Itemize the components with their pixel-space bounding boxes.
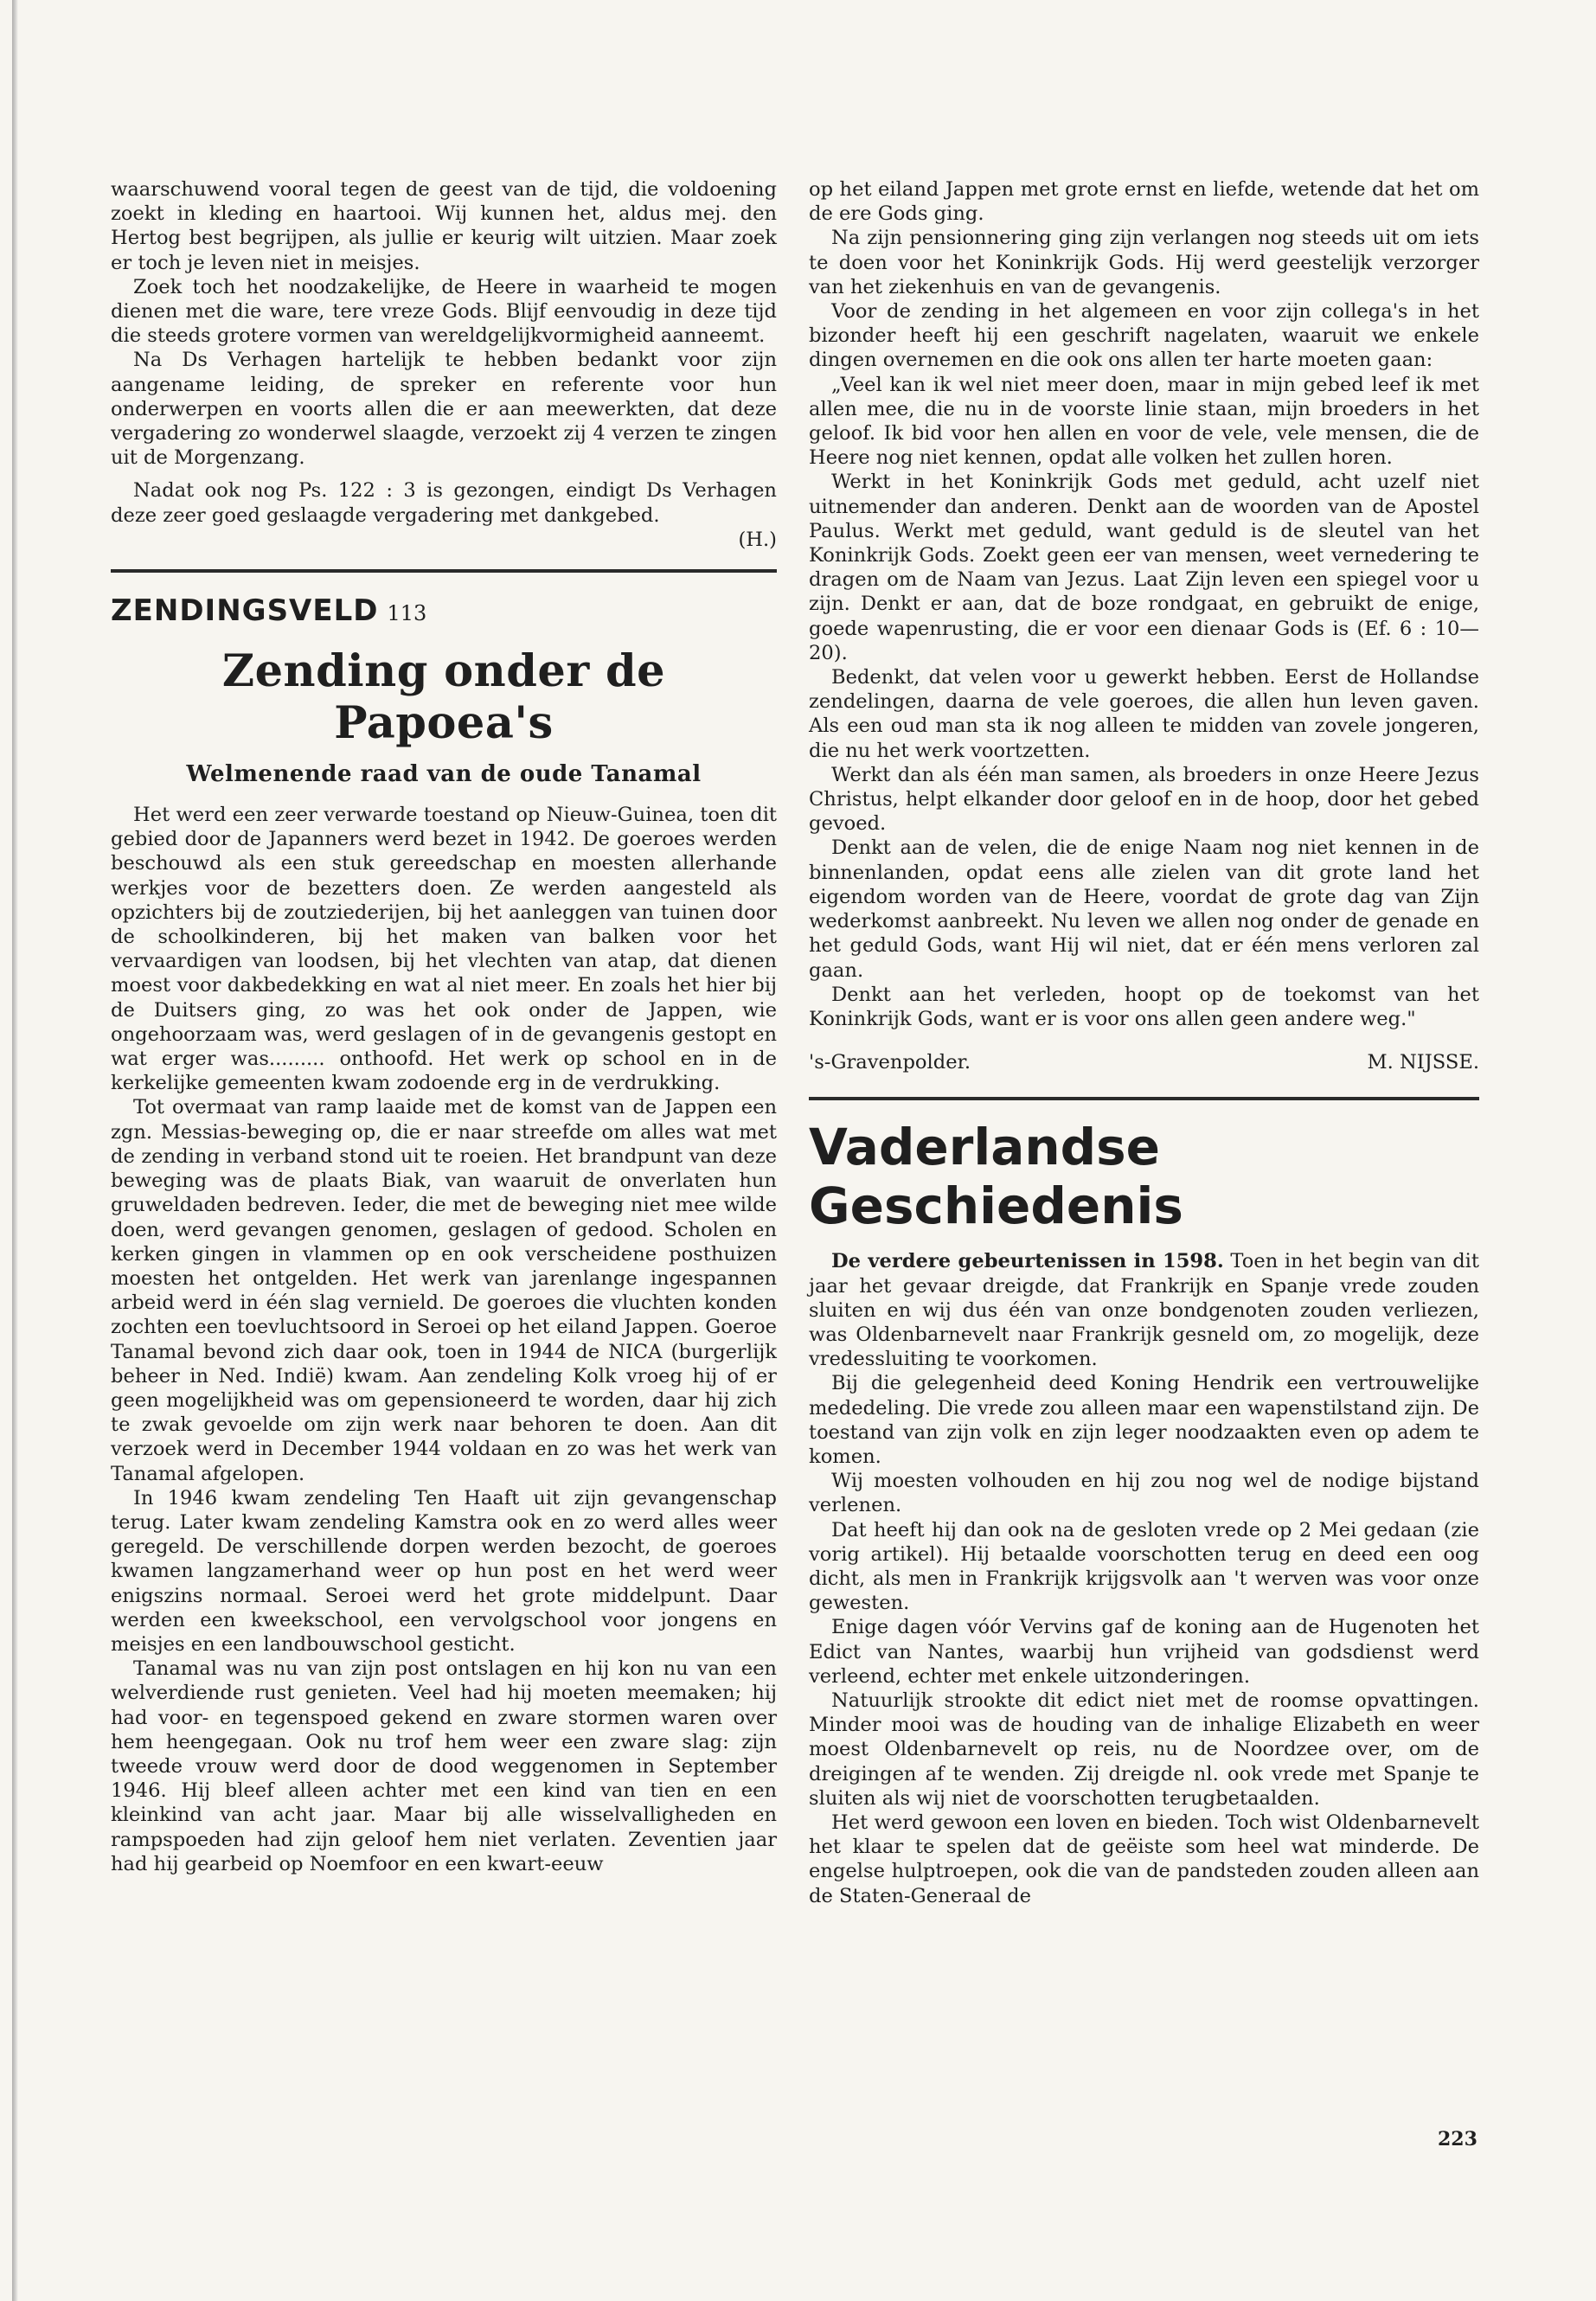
left-column xyxy=(111,177,777,1876)
article-subhead: Welmenende raad van de oude Tanamal xyxy=(186,761,702,788)
binding-edge xyxy=(12,0,18,2301)
intro-paragraph-last xyxy=(111,478,777,527)
intro-signature-line xyxy=(111,528,777,552)
section-divider xyxy=(809,1097,1479,1100)
history-paragraph: Dat heeft hij dan ook na de gesloten vrede op 2 Mei gedaan (zie vorig artikel). Hij betaalde voorschotten terug en deed een oog dicht, als men in Frankrijk krijgsvolk aan 't werven was voor onze gewesten. xyxy=(809,1518,1479,1615)
section-label xyxy=(111,593,777,628)
history-paragraph-first xyxy=(809,1249,1479,1371)
section-label-text: ZENDINGSVELD xyxy=(111,593,379,629)
history-paragraph: Wij moesten volhouden en hij zou nog wel de nodige bijstand verlenen. xyxy=(809,1470,1479,1517)
quote-paragraph: Denkt aan de velen, die de enige Naam nog niet kennen in de binnenlanden, opdat eens alle zielen van dit grote land het eigendom worden van de Heere, voordat de grote dag van Zijn wederkomst aanbreekt. Nu leven we allen nog onder de genade en het geduld Gods, want Hij wil niet, dat er één mens verloren zal gaan. xyxy=(809,836,1479,982)
quote-paragraph: Werkt dan als één man samen, als broeders in onze Heere Jezus Christus, helpt elkander door geloof en in de hoop, door het gebed gevoed. xyxy=(809,763,1479,836)
section-number: 113 xyxy=(387,601,427,626)
article-paragraph: In 1946 kwam zendeling Ten Haaft uit zijn gevangenschap terug. Later kwam zendeling Kamstra ook en zo werd alles weer geregeld. De verschillende dorpen werden bezocht, de goeroes kwamen langzamerhand weer op hun post en het werd weer enigszins normaal. Seroei werd het grote middelpunt. Daar werden een kweekschool, een vervolgschool voor jongens en meisjes en een landbouwschool gesticht. xyxy=(111,1486,777,1656)
quote-paragraph: Bedenkt, dat velen voor u gewerkt hebben. Eerst de Hollandse zendelingen, daarna de vele goeroes, die allen hun leven gaven. Als een oud man sta ik nog alleen te midden van zovele jongeren, die nu het werk voortzetten. xyxy=(809,666,1479,762)
section-divider xyxy=(111,569,777,573)
quote-paragraph: „Veel kan ik wel niet meer doen, maar in mijn gebed leef ik met allen mee, die nu in de voorste linie staan, mijn broeders in het geloof. Ik bid voor hen allen en voor de vele, vele mensen, die de Heere nog niet kennen, opdat alle volken het zullen horen. xyxy=(809,373,1479,470)
article-paragraph: Tanamal was nu van zijn post ontslagen en hij kon nu van een welverdiende rust genieten. Veel had hij moeten meemaken; hij had voor- en tegenspoed gekend en zware stormen waren over hem heengegaan. Ook nu trof hem weer een zware slag: zijn tweede vrouw werd door de dood weggenomen in September 1946. Hij bleef alleen achter met een kind van tien en een kleinkind van acht jaar. Maar bij alle wisselvalligheden en rampspoeden had zijn geloof hem niet verlaten. Zeventien jaar had hij gearbeid op Noemfoor en een kwart-eeuw xyxy=(111,1657,777,1875)
history-first-text: Toen in het begin van dit jaar het gevaar dreigde, dat Frankrijk en Spanje vrede zouden sluiten en wij dus één van onze bondgenoten zouden verliezen, was Oldenbarnevelt naar Frankrijk gesneld om, zo mogelijk, deze vredessluiting te voorkomen. xyxy=(809,1250,1479,1371)
author-place: 's-Gravenpolder. xyxy=(809,1051,971,1074)
page-number: 223 xyxy=(1438,2128,1477,2150)
intro-paragraph: Zoek toch het noodzakelijke, de Heere in waarheid te mogen dienen met die ware, tere vreze Gods. Blijf eenvoudig in deze tijd die steeds grotere vormen van wereldgelijkvormigheid aanneemt. xyxy=(111,275,777,348)
history-paragraph: Het werd gewoon een loven en bieden. Toch wist Oldenbarnevelt het klaar te spelen dat de geëiste som heel wat minderde. De engelse hulptroepen, ook die van de pandsteden zouden alleen aan de Staten-Generaal de xyxy=(809,1811,1479,1907)
quote-paragraph: Denkt aan het verleden, hoopt op de toekomst van het Koninkrijk Gods, want er is voor ons allen geen andere weg." xyxy=(809,983,1479,1030)
author-name: M. NIJSSE. xyxy=(1367,1051,1479,1074)
intro-signature: (H.) xyxy=(738,528,777,551)
history-paragraph: Enige dagen vóór Vervins gaf de koning aan de Hugenoten het Edict van Nantes, waarbij hun vrijheid van godsdienst werd verleend, echter met enkele uitzonderingen. xyxy=(809,1616,1479,1688)
article-paragraph: op het eiland Jappen met grote ernst en liefde, wetende dat het om de ere Gods ging. xyxy=(809,178,1479,226)
history-paragraph: Bij die gelegenheid deed Koning Hendrik een vertrouwelijke mededeling. Die vrede zou alleen maar een wapenstilstand zijn. De toestand van zijn volk en zijn leger noodzaakten even op adem te komen. xyxy=(809,1372,1479,1468)
history-lead: De verdere gebeurtenissen in 1598. xyxy=(831,1250,1224,1273)
article-paragraph: Tot overmaat van ramp laaide met de komst van de Jappen een zgn. Messias-beweging op, die er naar streefde om alles wat met de zending in verband stond uit te roeien. Het brandpunt van deze beweging was de plaats Biak, van waaruit de onverlaten hun gruweldaden bedreven. Ieder, die met de beweging niet mee wilde doen, werd gevangen genomen, geslagen of gedood. Scholen en kerken gingen in vlammen op en ook verscheidene posthuizen moesten het ontgelden. Het werk van jarenlange ingespannen arbeid werd in één slag vernield. De goeroes die vluchten konden zochten een toevluchtsoord in Seroei op het eiland Jappen. Goeroe Tanamal bevond zich daar ook, toen in 1944 de NICA (burgerlijk beheer in Ned. Indië) kwam. Aan zendeling Kolk vroeg hij of er geen mogelijkheid was om gepensioneerd te worden, daar hij zich te zwak gevoelde om zijn werk naar behoren te doen. Aan dit verzoek werd in December 1944 voldaan en zo was het werk van Tanamal afgelopen. xyxy=(111,1096,777,1485)
right-column xyxy=(809,177,1479,1908)
article-paragraph: Het werd een zeer verwarde toestand op Nieuw-Guinea, toen dit gebied door de Japanners werd bezet in 1942. De goeroes werden beschouwd als een stuk gereedschap en moesten allerhande werkjes voor de bezetters doen. Ze werden aangesteld als opzichters bij de zoutziederijen, bij het aanleggen van tuinen door de schoolkinderen, bij het maken van balken voor het vervaardigen van loodsen, bij het vlechten van atap, dat dienen moest voor dakbedekking en wat al niet meer. En zoals het hier bij de Duitsers ging, zo was het ook onder de Jappen, wie ongehoorzaam was, werd geslagen of in de gevangenis gestopt en wat erger was......... onthoofd. Het werk op school en in de kerkelijke gemeenten kwam zodoende erg in de verdrukking. xyxy=(111,804,777,1095)
history-paragraph: Natuurlijk strookte dit edict niet met de roomse opvattingen. Minder mooi was de houding van de inhalige Elizabeth en weer moest Oldenbarnevelt op reis, nu de Noordzee over, om de dreigingen af te wenden. Zij dreigde nl. ook vrede met Spanje te sluiten als wij niet de voorschotten terugbetaalden. xyxy=(809,1689,1479,1810)
intro-paragraph: waarschuwend vooral tegen de geest van de tijd, die voldoening zoekt in kleding en haartooi. Wij kunnen het, aldus mej. den Hertog best begrijpen, als jullie er keurig wilt uitzien. Maar zoek er toch je leven niet in meisjes. xyxy=(111,178,777,274)
history-headline: Vaderlandse Geschiedenis xyxy=(809,1118,1183,1236)
article-paragraph: Na zijn pensionnering ging zijn verlangen nog steeds uit om iets te doen voor het Koninkrijk Gods. Hij werd geestelijk verzorger van het ziekenhuis en van de gevangenis. xyxy=(809,227,1479,298)
author-signoff xyxy=(809,1050,1479,1074)
article-paragraph: Voor de zending in het algemeen en voor zijn collega's in het bizonder heeft hij een geschrift nagelaten, waaruit we enkele dingen overnemen en die ook ons allen ter harte moeten gaan: xyxy=(809,300,1479,372)
quote-paragraph: Werkt in het Koninkrijk Gods met geduld, acht uzelf niet uitnemender dan anderen. Denkt aan de woorden van de Apostel Paulus. Werkt met geduld, want geduld is de sleutel van het Koninkrijk Gods. Zoekt geen eer van mensen, weet vernedering te dragen om de Naam van Jezus. Laat Zijn leven een spiegel voor u zijn. Denkt er aan, dat de boze rondgaat, en gebruikt de enige, goede wapenrusting, die er voor een dienaar Gods is (Ef. 6 : 10—20). xyxy=(809,471,1479,664)
intro-paragraph: Na Ds Verhagen hartelijk te hebben bedankt voor zijn aangename leiding, de spreker en referente voor hun onderwerpen en voorts allen die er aan meewerkten, dat deze vergadering zo wonderwel slaagde, verzoekt zij 4 verzen te zingen uit de Morgenzang. xyxy=(111,349,777,470)
article-headline: Zending onder de Papoea's xyxy=(221,645,666,750)
intro-closing-text: Nadat ook nog Ps. 122 : 3 is gezongen, eindigt Ds Verhagen deze zeer goed geslaagde vergadering met dankgebed. xyxy=(111,479,777,527)
